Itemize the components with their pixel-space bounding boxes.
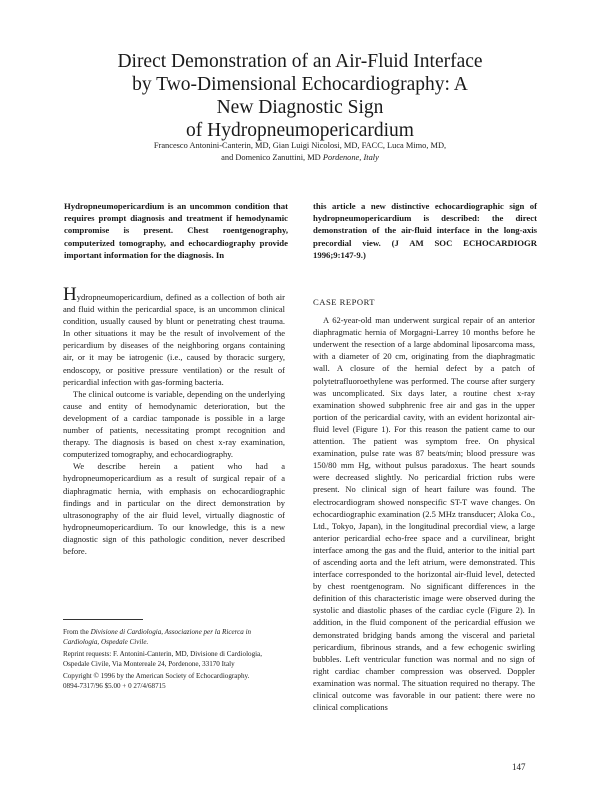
case-report-heading: CASE REPORT — [313, 297, 376, 307]
intro-paragraph-1 — [63, 284, 285, 388]
abstract-left-column: Hydropneumopericardium is an uncommon condition that requires prompt diagnosis and treatment if hemodynamic compromise is present. Chest roentgenography, computerized tomography, and echocardiography provide important information for the diagnosis. In — [64, 201, 288, 260]
footnotes — [63, 628, 285, 695]
drop-cap: H — [63, 284, 77, 305]
body-left-column — [63, 284, 285, 557]
intro-paragraph-2: The clinical outcome is variable, depending on the underlying cause and entity of hemodynamic deterioration, but the development of a cardiac tamponade is possible in a large number of patients, necessitating prompt recognition and therapy. The diagnosis is based on chest x-ray examination, computerized tomography, and echocardiography. — [63, 388, 285, 460]
author-line-2 — [120, 152, 480, 164]
footnote-from-text: Divisione di Cardiologia, Associazione per la Ricerca in Cardiologia, Ospedale Civile. — [63, 628, 252, 646]
abstract-right-column: this article a new distinctive echocardiographic sign of hydropneumopericardium is described: the direct demonstration of the air-fluid interface in the long-axis precordial view. (J AM SOC ECHOCARDIOGR 1996;9:147-9.) — [313, 201, 537, 260]
case-report-paragraph: A 62-year-old man underwent surgical repair of an anterior diaphragmatic hernia of Morgagni-Larrey 10 months before he underwent the resection of a large abdominal liposarcoma mass, with a diameter of 20 cm, originating from the diaphragmatic wall. A closure of the hernial defect by a patch of polytetrafluoroethylene was performed. The course after surgery was uncomplicated. Six days later, a routine chest x-ray examination showed subphrenic free air and gas in the upper portion of the pericardial cavity, with an evident horizontal air-fluid level (Figure 1). For this reason the patient came to our attention. The patient was symptom free. On physical examination, pulse rate was 87 beats/min; blood pressure was 150/80 mm Hg, without pulsus paradoxus. The heart sounds were decreased slightly. No pericardial friction rubs were present. No clinical sign of heart failure was found. The electrocardiogram showed nonspecific ST-T wave changes. On echocardiographic examination (2.5 MHz transducer; Aloka Co., Ltd., Tokyo, Japan), in the longitudinal precordial view, a large anterior pericardial echo-free space and a curvilinear, bright interface among the gas and the fluid, anterior to the initial part of ascending aorta and the left atrium, were demonstrated. This interface corresponded to the horizontal air-fluid level, detected by chest roentgenogram. No significant differences in the definition of this characteristic image were observed during the systolic and diastolic phases of the cardiac cycle (Figure 2). In addition, in the fluid component of the pericardial effusion we demonstrated bridging bands among the visceral and parietal pericardium, fibrinous strands, and a few echogenic swirling bubbles. Left ventricular function was normal and no sign of right cardiac chamber compression was observed. Doppler examination was normal. The situation required no therapy. The clinical outcome was favorable in our patient: there were no clinical complications — [313, 315, 535, 713]
page-number: 147 — [512, 762, 526, 772]
title-line: of Hydropneumopericardium — [186, 120, 414, 141]
title-line: New Diagnostic Sign — [216, 97, 384, 118]
article-title — [60, 50, 540, 142]
author-block — [120, 140, 480, 164]
intro-paragraph-3: We describe herein a patient who had a hydropneumopericardium as a result of surgical repair of a diaphragmatic hernia, with emphasis on echocardiographic findings and in particular on the direct demonstration by ultrasonography of the air fluid level, virtually diagnostic of hydropneumopericardium. To our knowledge, this is a new diagnostic sign of this pathologic condition, never described before. — [63, 461, 285, 556]
author-line-1: Francesco Antonini-Canterin, MD, Gian Luigi Nicolosi, MD, FACC, Luca Mimo, MD, — [153, 141, 447, 150]
title-line: Direct Demonstration of an Air-Fluid Interface — [117, 51, 483, 72]
author-affiliation: Pordenone, Italy — [322, 153, 379, 162]
footnote-divider — [63, 619, 143, 620]
footnote-affiliation — [63, 628, 285, 647]
intro-paragraph-1-text: ydropneumopericardium, defined as a collection of both air and fluid within the pericardial space, is an uncommon clinical condition, usually caused by blunt or penetrating chest trauma. In other situations it may be the result of involvement of the pericardium by diseases of the neighboring organs containing air, or it may be iatrogenic (i.e., caused by thoracic surgery, endoscopy, or positive pressure ventilation) or the result of pericardial infection with gas-forming bacteria. — [63, 292, 285, 387]
author-names: and Domenico Zanuttini, MD — [221, 153, 321, 162]
body-right-column — [313, 296, 535, 713]
title-line: by Two-Dimensional Echocardiography: A — [132, 74, 468, 95]
footnote-from-label: From the — [63, 628, 91, 636]
footnote-copyright: Copyright © 1996 by the American Society of Echocardiography. — [63, 672, 250, 681]
footnote-code: 0894-7317/96 $5.00 + 0 27/4/68715 — [63, 681, 166, 690]
footnote-reprints: Reprint requests: F. Antonini-Canterin, MD, Divisione di Cardiologia, Ospedale Civile, Via Montereale 24, Pordenone, 33170 Italy — [63, 650, 263, 668]
